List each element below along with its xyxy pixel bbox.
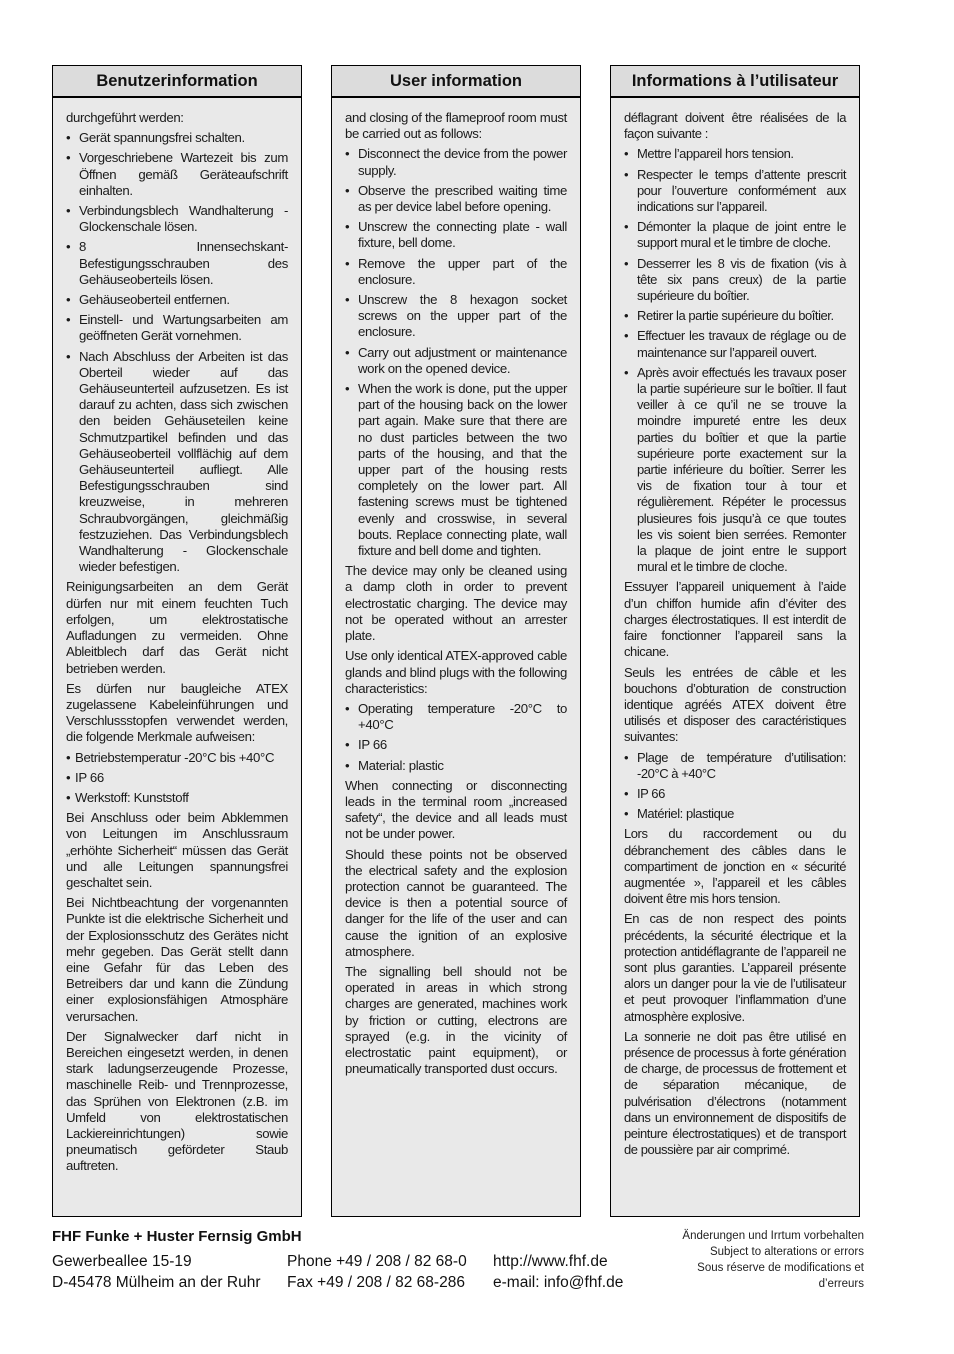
paragraph: When connecting or disconnecting leads in the terminal room „increased safety“, the device and all leads must not be under power. [345, 777, 567, 842]
paragraph: The signalling bell should not be operated in areas in which strong charges are generated, machines work by friction or cutting, electrons are sprayed (e.g. in the vicinity of electrostatic paint equipment), or pneumatically transported dust occurs. [345, 963, 567, 1077]
list-item: • IP 66 [624, 786, 846, 802]
paragraph: La sonnerie ne doit pas être utilisé en présence de processus à forte génération de charge, de processus de frottement et de séparation mécanique, de pulvérisation d’électrons (notamment dans un environnement de dispositifs de peinture électrostatiques) et de transport de poussière par air comprimé. [624, 1028, 846, 1158]
paragraph: Use only identical ATEX-approved cable glands and blind plugs with the following characteristics: [345, 648, 567, 696]
list-item: • Démonter la plaque de joint entre le support mural et le timbre de cloche. [624, 219, 846, 251]
list-item: • 8 Innensechskant-Befestigungsschrauben des Gehäuseoberteils lösen. [66, 239, 288, 288]
list-item: • Desserrer les 8 vis de fixation (vis à tête six pans creux) de la partie supérieure du boîtier. [624, 256, 846, 305]
bullet-list [624, 146, 846, 575]
list-item: • When the work is done, put the upper part of the housing back on the lower part again. Make sure that there are no dust particles between the two parts of the housing, and that the upper part of the housing rests completely on the lower part. All fastening screws must be tightened evenly and crosswise, in several bouts. Replace connecting plate, wall fixture and bell dome and tighten. [345, 381, 567, 559]
paragraph: and closing of the flameproof room must be carried out as follows: [345, 110, 567, 142]
website-link[interactable]: http://www.fhf.de [493, 1253, 608, 1270]
paragraph: The device may only be cleaned using a damp cloth in order to prevent electrostatic charging. The device may not be operated without an arrester plate. [345, 563, 567, 644]
address-street: Gewerbeallee 15-19 [52, 1253, 192, 1270]
company-name: FHF Funke + Huster Fernsig GmbH [52, 1228, 302, 1245]
column-english [331, 65, 581, 1217]
list-item: • Matériel: plastique [624, 806, 846, 822]
list-item: • Effectuer les travaux de réglage ou de maintenance sur l’appareil ouvert. [624, 328, 846, 360]
column-heading: Benutzerinformation [53, 66, 301, 98]
paragraph: Should these points not be observed the electrical safety and the explosion protection cannot be guaranteed. The device is then a potential source of danger for the life of the user and can cause the ignition of an explosive atmosphere. [345, 846, 567, 959]
address-city: D-45478 Mülheim an der Ruhr [52, 1274, 261, 1291]
email-link[interactable]: e-mail: info@fhf.de [493, 1274, 624, 1291]
column-french [610, 65, 860, 1217]
list-item: • Unscrew the connecting plate - wall fixture, bell dome. [345, 219, 567, 251]
list-item: • Mettre l’appareil hors tension. [624, 146, 846, 162]
disclaimer-line: Subject to alterations or errors [709, 1246, 864, 1258]
list-item: • Einstell- und Wartungsarbeiten am geöffneten Gerät vornehmen. [66, 312, 288, 344]
list-item: • Vorgeschriebene Wartezeit bis zum Öffnen gemäß Geräteaufschrift einhalten. [66, 150, 288, 199]
list-item: • Verbindungsblech Wandhalterung - Glockenschale lösen. [66, 203, 288, 235]
list-item: • IP 66 [66, 770, 288, 786]
bullet-list [345, 146, 567, 559]
disclaimer-line: Änderungen und Irrtum vorbehalten [682, 1230, 864, 1242]
list-item: • Werkstoff: Kunststoff [66, 790, 288, 806]
list-item: • Observe the prescribed waiting time as per device label before opening. [345, 183, 567, 215]
disclaimer [682, 1228, 864, 1292]
paragraph: Bei Anschluss oder beim Abklemmen von Leitungen im Anschlussraum „erhöhte Sicherheit“ müssen das Gerät und alle Leitungen spannungsfrei geschaltet sein. [66, 810, 288, 890]
list-item: • Respecter le temps d’attente prescrit pour l’ouverture conformément aux indications sur l’appareil. [624, 167, 846, 216]
paragraph: Es dürfen nur baugleiche ATEX zugelassene Kabeleinführungen und Verschlussstopfen verwendet werden, die folgende Merkmale aufweisen: [66, 680, 288, 745]
list-item: • IP 66 [345, 737, 567, 753]
paragraph: Lors du raccordement ou du débranchement des câbles dans le compartiment de jonction en « sécurité augmentée », l’appareil et les câbles doivent être mis hors tension. [624, 826, 846, 907]
list-item: • Retirer la partie supérieure du boîtier. [624, 308, 846, 324]
paragraph: Essuyer l’appareil uniquement à l’aide d’un chiffon humide afin d’éviter des charges électrostatiques. Il est interdit de faire fonctionner l’appareil sans la chicane. [624, 579, 846, 660]
bullet-list [345, 701, 567, 774]
column-body [53, 98, 301, 1175]
column-german [52, 65, 302, 1217]
paragraph: déflagrant doivent être réalisées de la façon suivante : [624, 110, 846, 142]
list-item: • Betriebstemperatur -20°C bis +40°C [66, 750, 288, 766]
list-item: • Gerät spannungsfrei schalten. [66, 130, 288, 146]
bullet-list [66, 130, 288, 575]
bullet-list [624, 750, 846, 823]
bullet-list [66, 750, 288, 807]
list-item: • Carry out adjustment or maintenance work on the opened device. [345, 345, 567, 377]
list-item: • Unscrew the 8 hexagon socket screws on the upper part of the enclosure. [345, 292, 567, 341]
column-body [611, 98, 859, 1158]
list-item: • Après avoir effectués les travaux poser la partie supérieure sur le boîtier. Il faut veiller à ce qu’il ne se trouve la moindre impureté entre les deux parties du boîtier et que la partie supérieure porte exactement sur la partie inférieure du boîtier. Serrer les vis de fixation tour à tour et régulièrement. Répéter le processus plusieures fois jusqu’à ce que toutes les vis soient bien serrées. Remonter la plaque de joint entre le support mural et le timbre de cloche. [624, 365, 846, 576]
list-item: • Disconnect the device from the power supply. [345, 146, 567, 178]
list-item: • Gehäuseoberteil entfernen. [66, 292, 288, 308]
paragraph: Der Signalwecker darf nicht in Bereichen eingesetzt werden, in denen stark ladungserzeugende Prozesse, maschinelle Reib- und Trennprozesse, das Sprühen von Elektronen (z.B. im Umfeld von elektrostatischen Lackiereinrichtungen) sowie pneumatisch gefördeter Staub auftreten. [66, 1028, 288, 1174]
paragraph: Reinigungsarbeiten an dem Gerät dürfen nur mit einem feuchten Tuch erfolgen, um elektrostatische Aufladungen zu vermeiden. Ohne Ableitblech darf das Gerät nicht betrieben werden. [66, 579, 288, 676]
fax-number: Fax +49 / 208 / 82 68-286 [287, 1274, 465, 1291]
list-item: • Nach Abschluss der Arbeiten ist das Oberteil wieder auf das Gehäuseunterteil aufzusetzen. Es ist darauf zu achten, dass sich zwischen den beiden Gehäuseteilen keine Schmutzpartikel befinden und das Gehäuseoberteil vollflächig auf dem Gehäuseunterteil aufliegt. Alle Befestigungsschrauben sind kreuzweise, in mehreren Schraubvorgängen, gleichmäßig festzuziehen. Das Verbindungsblech Wandhalterung - Glockenschale wieder befestigen. [66, 349, 288, 576]
phone-number: Phone +49 / 208 / 82 68-0 [287, 1253, 467, 1270]
list-item: • Plage de température d’utilisation: -20°C à +40°C [624, 750, 846, 782]
paragraph: durchgeführt werden: [66, 110, 184, 125]
footer [52, 1228, 864, 1298]
disclaimer-line: d’erreurs [818, 1278, 864, 1290]
column-body [332, 98, 580, 1077]
column-heading: Informations à l’utilisateur [611, 66, 859, 98]
paragraph: Seuls les entrées de câble et les bouchons d’obturation de construction identique agréés ATEX doivent être utilisés et disposer des caractéristiques suivantes: [624, 664, 846, 745]
disclaimer-line: Sous réserve de modifications et [697, 1262, 864, 1274]
paragraph: En cas de non respect des points précédents, la sécurité électrique et la protection antidéflagrante de l’appareil ne sont plus garanties. L’appareil présente alors un danger pour la vie de l’utilisateur et peut provoquer l’inflammation d’une atmosphère explosive. [624, 911, 846, 1024]
list-item: • Remove the upper part of the enclosure. [345, 256, 567, 288]
list-item: • Material: plastic [345, 758, 567, 774]
paragraph: Bei Nichtbeachtung der vorgenannten Punkte ist die elektrische Sicherheit und der Explosionsschutz des Gerätes nicht mehr gegeben. Das Gerät stellt dann eine Gefahr für das Leben des Betreibers dar und kann die Zündung einer explosionsfähigen Atmosphäre verursachen. [66, 895, 288, 1024]
list-item: • Operating temperature -20°C to +40°C [345, 701, 567, 733]
column-heading: User information [332, 66, 580, 98]
